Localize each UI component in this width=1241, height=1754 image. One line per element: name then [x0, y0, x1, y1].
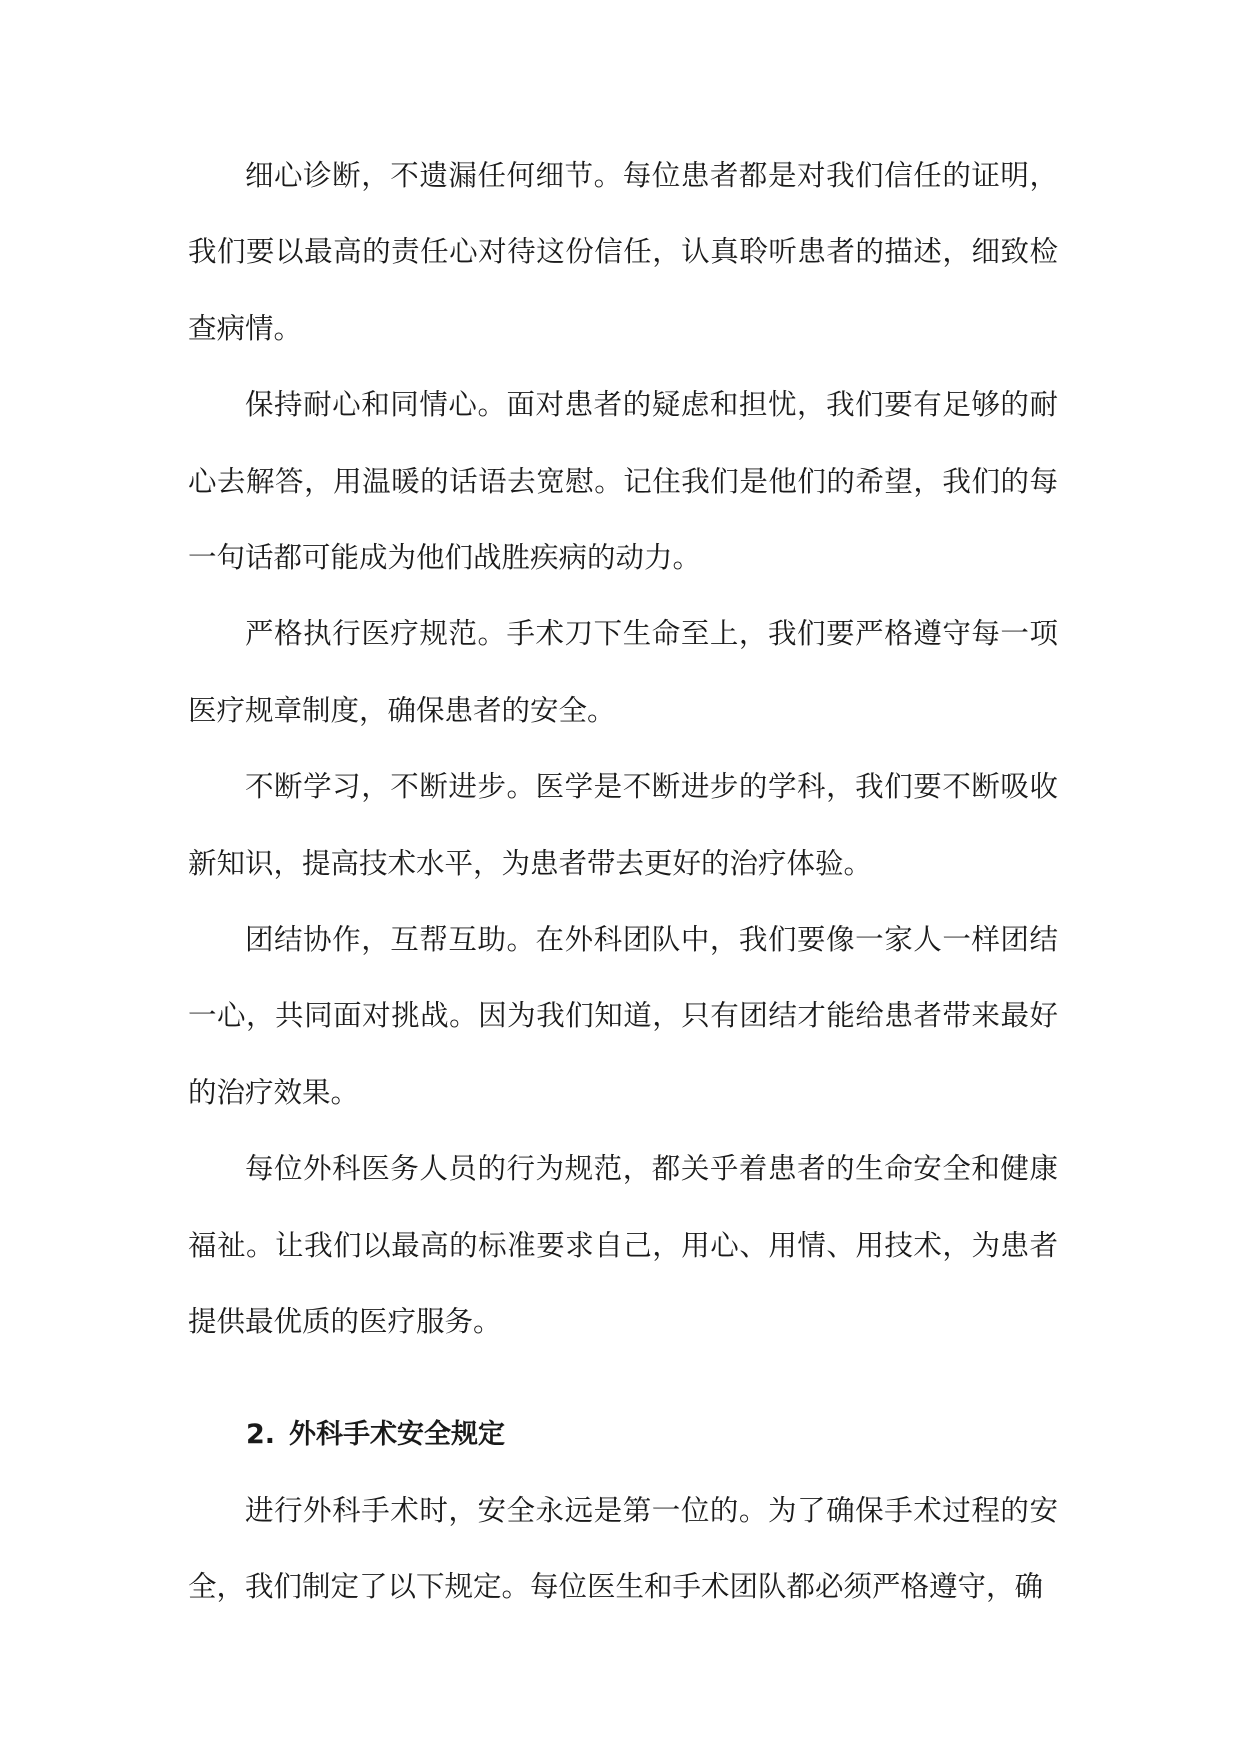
- paragraph-diagnosis: 细心诊断，不遗漏任何细节。每位患者都是对我们信任的证明，我们要以最高的责任心对待这份信任，认真聆听患者的描述，细致检查病情。: [188, 159, 1058, 345]
- document-body: [188, 138, 1058, 1625]
- paragraph-teamwork: 团结协作，互帮互助。在外科团队中，我们要像一家人一样团结一心，共同面对挑战。因为我们知道，只有团结才能给患者带来最好的治疗效果。: [188, 923, 1058, 1109]
- section-number: 2.: [246, 1418, 276, 1450]
- paragraph-surgery-safety: 进行外科手术时，安全永远是第一位的。为了确保手术过程的安全，我们制定了以下规定。每位医生和手术团队都必须严格遵守，确: [188, 1493, 1058, 1603]
- paragraph-regulations: 严格执行医疗规范。手术刀下生命至上，我们要严格遵守每一项医疗规章制度，确保患者的安全。: [188, 617, 1058, 727]
- section-title: 外科手术安全规定: [289, 1418, 506, 1450]
- paragraph-learning: 不断学习，不断进步。医学是不断进步的学科，我们要不断吸收新知识，提高技术水平，为患者带去更好的治疗体验。: [188, 770, 1058, 880]
- paragraph-conclusion: 每位外科医务人员的行为规范，都关乎着患者的生命安全和健康福祉。让我们以最高的标准要求自己，用心、用情、用技术，为患者提供最优质的医疗服务。: [188, 1152, 1058, 1339]
- paragraph-patience: 保持耐心和同情心。面对患者的疑虑和担忧，我们要有足够的耐心去解答，用温暖的话语去宽慰。记住我们是他们的希望，我们的每一句话都可能成为他们战胜疾病的动力。: [188, 388, 1058, 575]
- section-heading: [188, 1397, 1058, 1473]
